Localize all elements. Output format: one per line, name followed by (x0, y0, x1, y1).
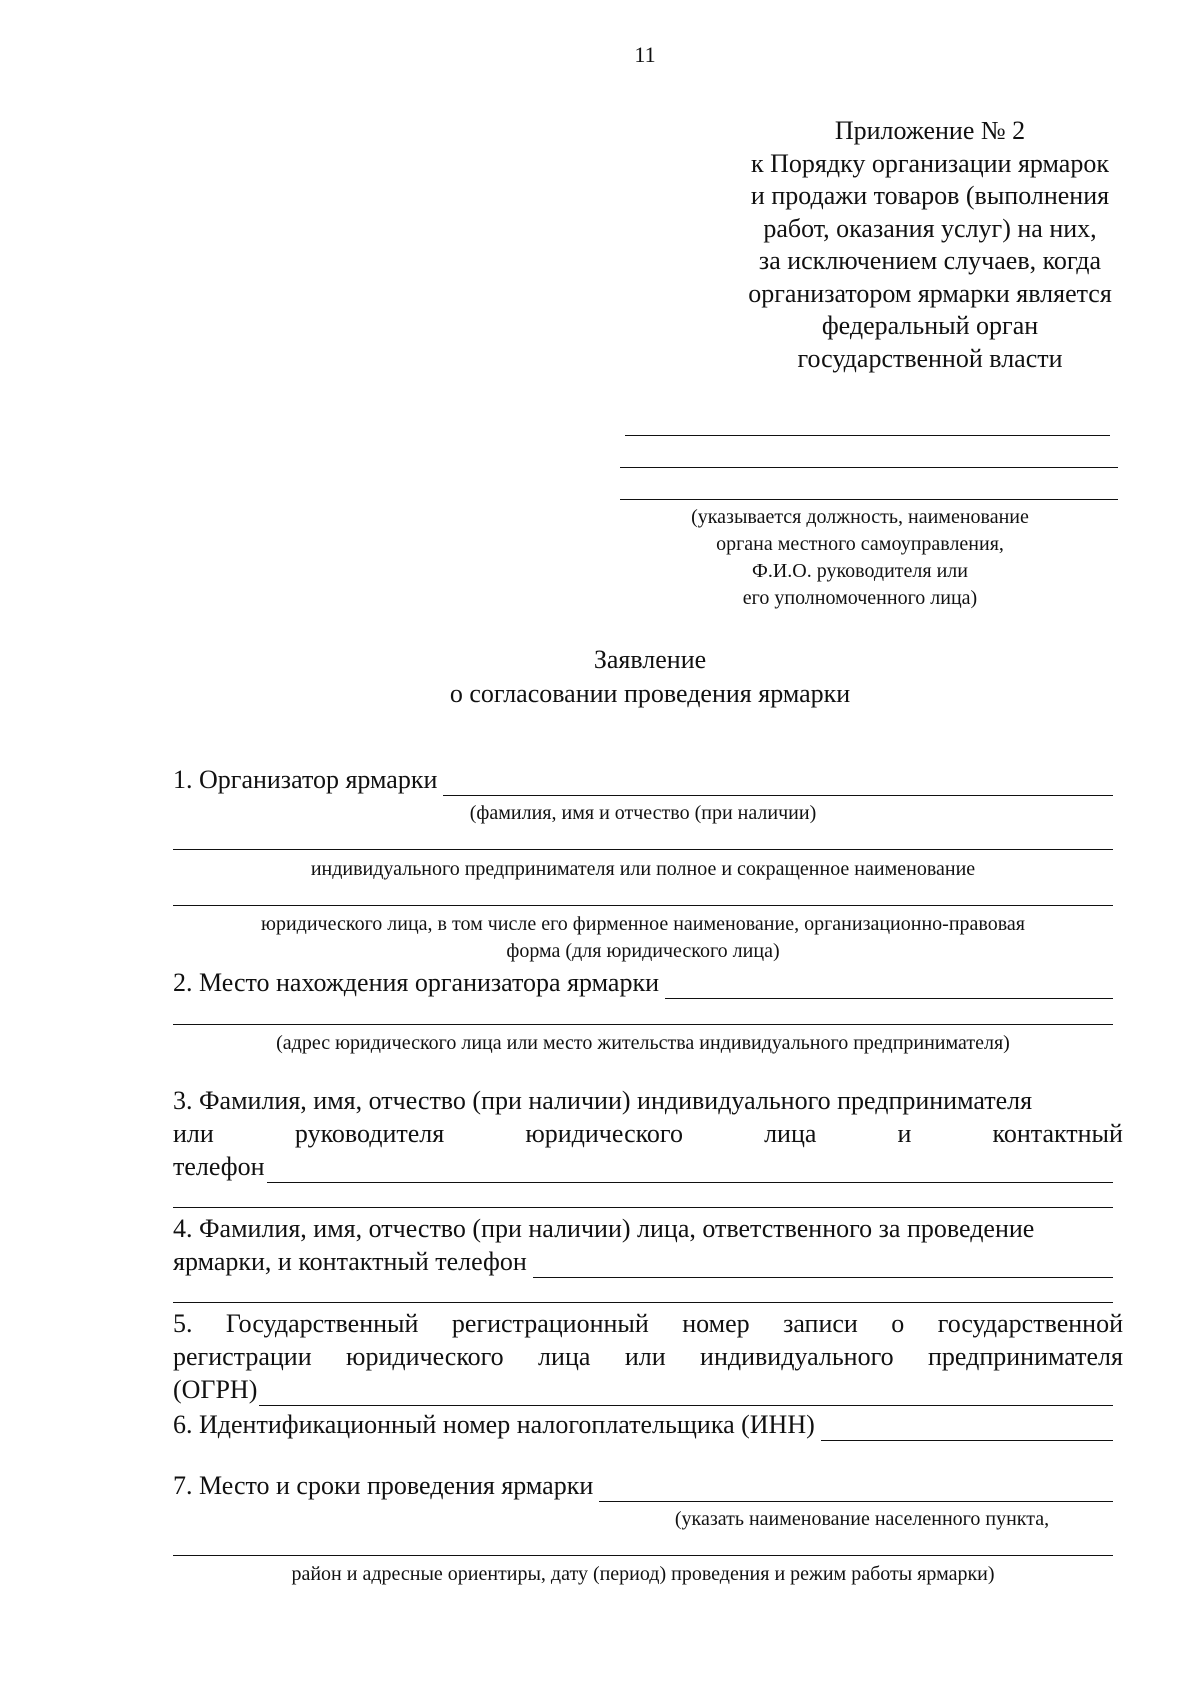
field-responsive-person-text: 4. Фамилия, имя, отчество (при наличии) лица, ответственного за проведение (173, 1214, 1035, 1243)
field-organizer-caption: форма (для юридического лица) (506, 940, 780, 962)
appendix-line: государственной власти (797, 343, 1063, 373)
field-ogrn-input[interactable] (259, 1381, 1113, 1406)
field-contact-person-text: 3. Фамилия, имя, отчество (при наличии) индивидуального предпринимателя (173, 1086, 1033, 1115)
field-contact-person-text-justified (173, 1117, 1123, 1150)
field-fair-place-dates (173, 1469, 1113, 1502)
appendix-line: за исключением случаев, когда (758, 246, 1102, 275)
justified-word: руководителя (294, 1119, 445, 1148)
field-fair-place-dates-blank-line[interactable] (173, 1555, 1113, 1556)
field-organizer (173, 763, 1113, 796)
document-title: Заявление (593, 645, 707, 674)
field-fair-place-dates-input[interactable] (599, 1477, 1113, 1502)
justified-word: лица (764, 1119, 817, 1148)
field-organizer-location-input[interactable] (665, 974, 1113, 999)
field-organizer-location-blank-line[interactable] (173, 1024, 1113, 1025)
document-subtitle: о согласовании проведения ярмарки (449, 679, 851, 708)
field-responsible-phone-input[interactable] (533, 1253, 1113, 1278)
field-organizer-location-caption: (адрес юридического лица или место жительства индивидуального предпринимателя) (276, 1032, 1010, 1054)
addressee-blank-line[interactable] (625, 435, 1110, 436)
field-fair-place-dates-label: 7. Место и сроки проведения ярмарки (173, 1471, 594, 1500)
appendix-line: к Порядку организации ярмарок (751, 148, 1109, 178)
field-responsible-phone-label: ярмарки, и контактный телефон (173, 1247, 527, 1276)
appendix-line: работ, оказания услуг) на них, (763, 213, 1097, 243)
addressee-blank-line[interactable] (620, 499, 1118, 500)
appendix-line: Приложение № 2 (834, 116, 1026, 145)
field-responsible-phone (173, 1245, 1113, 1278)
field-contact-phone (173, 1150, 1113, 1183)
justified-word: или (173, 1119, 214, 1148)
field-organizer-caption: индивидуального предпринимателя или полное и сокращенное наименование (310, 858, 976, 880)
field-organizer-location (173, 966, 1113, 999)
addressee-blank-line[interactable] (620, 467, 1118, 468)
justified-word: контактный (992, 1119, 1123, 1148)
field-organizer-input[interactable] (443, 771, 1113, 796)
field-fair-place-dates-caption: район и адресные ориентиры, дату (период) проведения и режим работы ярмарки) (291, 1563, 995, 1585)
field-responsible-phone-blank-line[interactable] (173, 1302, 1113, 1303)
field-fair-place-dates-caption: (указать наименование населенного пункта, (674, 1508, 1050, 1530)
page-number: 11 (634, 42, 656, 67)
field-contact-phone-input[interactable] (267, 1158, 1114, 1183)
addressee-caption-line: (указывается должность, наименование (691, 506, 1029, 528)
field-ogrn-text: регистрации юридического лица или индивидуального предпринимателя (173, 1342, 1123, 1371)
addressee-caption-line: Ф.И.О. руководителя или (752, 560, 968, 582)
field-ogrn-text: 5. Государственный регистрационный номер записи о государственной (173, 1309, 1123, 1338)
field-ogrn (173, 1373, 1113, 1406)
field-inn-label: 6. Идентификационный номер налогоплательщика (ИНН) (173, 1410, 815, 1439)
field-inn-input[interactable] (821, 1416, 1113, 1441)
field-ogrn-label: (ОГРН) (173, 1375, 258, 1404)
field-inn (173, 1408, 1113, 1441)
appendix-line: федеральный орган (821, 311, 1039, 340)
appendix-header (640, 115, 1200, 375)
appendix-line: и продажи товаров (выполнения (750, 181, 1110, 210)
field-organizer-label: 1. Организатор ярмарки (173, 765, 438, 794)
field-organizer-caption: юридического лица, в том числе его фирменное наименование, организационно-правовая (261, 913, 1025, 935)
field-contact-phone-label: телефон (173, 1152, 265, 1181)
addressee-caption (620, 504, 1100, 612)
field-organizer-caption: (фамилия, имя и отчество (при наличии) (469, 802, 817, 824)
addressee-caption-line: органа местного самоуправления, (716, 533, 1004, 555)
field-organizer-blank-line[interactable] (173, 905, 1113, 906)
field-organizer-location-label: 2. Место нахождения организатора ярмарки (173, 968, 660, 997)
field-organizer-blank-line[interactable] (173, 849, 1113, 850)
addressee-caption-line: его уполномоченного лица) (742, 587, 978, 609)
justified-word: юридического (525, 1119, 683, 1148)
appendix-line: организатором ярмарки является (748, 278, 1112, 308)
field-contact-phone-blank-line[interactable] (173, 1207, 1113, 1208)
justified-word: и (897, 1119, 912, 1148)
